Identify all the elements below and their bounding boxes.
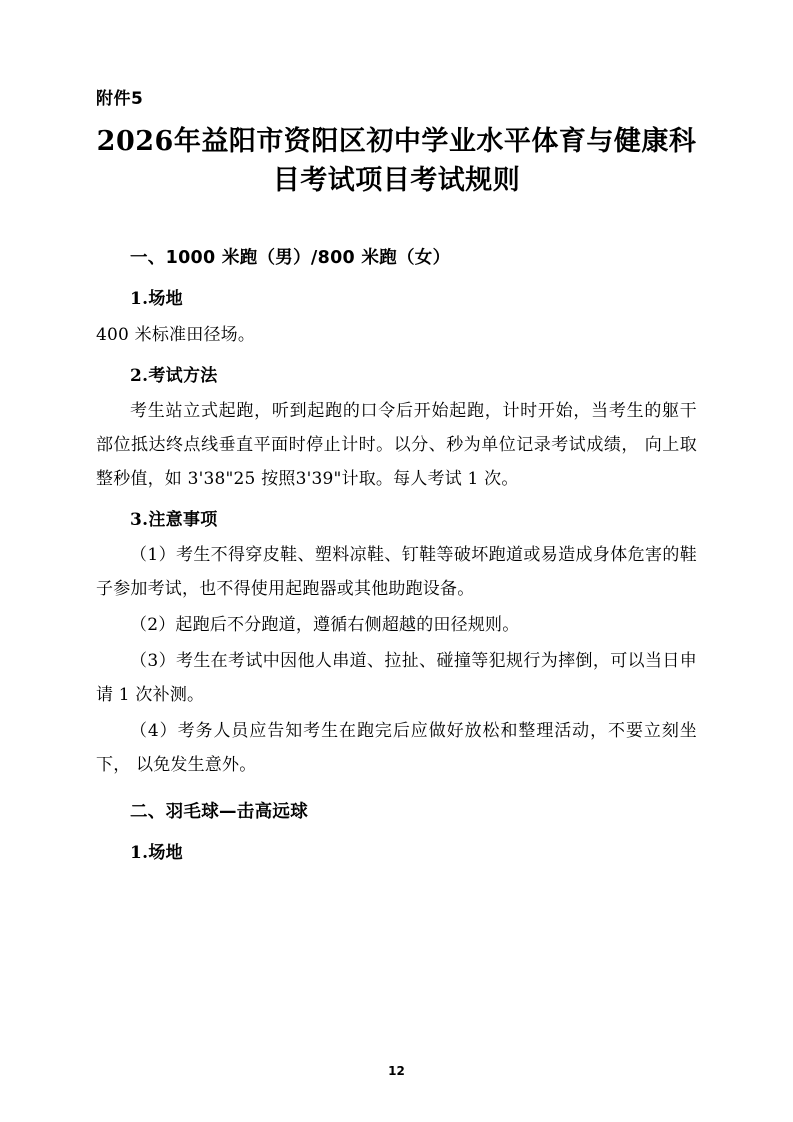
paragraph-note-4: （4）考务人员应告知考生在跑完后应做好放松和整理活动，不要立刻坐下， 以免发生意外。 (96, 721, 697, 776)
subsection-heading-method: 2.考试方法 (130, 365, 218, 386)
attachment-label: 附件5 (96, 89, 144, 109)
paragraph-note-2: （2）起跑后不分跑道，遵循右侧超越的田径规则。 (130, 615, 520, 636)
subsection-heading-venue: 1.场地 (130, 289, 183, 310)
page-title: 2026年益阳市资阳区初中学业水平体育与健康科目考试项目考试规则 (96, 125, 697, 196)
subsection-heading-notes: 3.注意事项 (130, 509, 218, 530)
paragraph-venue: 400 米标准田径场。 (96, 324, 256, 345)
paragraph-note-1: （1）考生不得穿皮鞋、塑料凉鞋、钉鞋等破坏跑道或易造成身体危害的鞋子参加考试，也不得使用起跑器或其他助跑设备。 (96, 545, 697, 600)
paragraph-method: 考生站立式起跑，听到起跑的口令后开始起跑，计时开始，当考生的躯干部位抵达终点线垂直平面时停止计时。以分、秒为单位记录考试成绩， 向上取整秒值，如 3'38"25 按照3'39"计取。每人考试 1 次。 (96, 400, 697, 489)
page-number: 12 (388, 1064, 405, 1078)
subsection-heading-venue-2: 1.场地 (130, 843, 183, 864)
section-heading-2: 二、羽毛球—击高远球 (130, 802, 308, 823)
document-body (96, 242, 697, 870)
paragraph-note-3: （3）考生在考试中因他人串道、拉扯、碰撞等犯规行为摔倒，可以当日申请 1 次补测。 (96, 651, 697, 706)
section-heading-1: 一、1000 米跑（男）/800 米跑（女） (130, 248, 451, 269)
